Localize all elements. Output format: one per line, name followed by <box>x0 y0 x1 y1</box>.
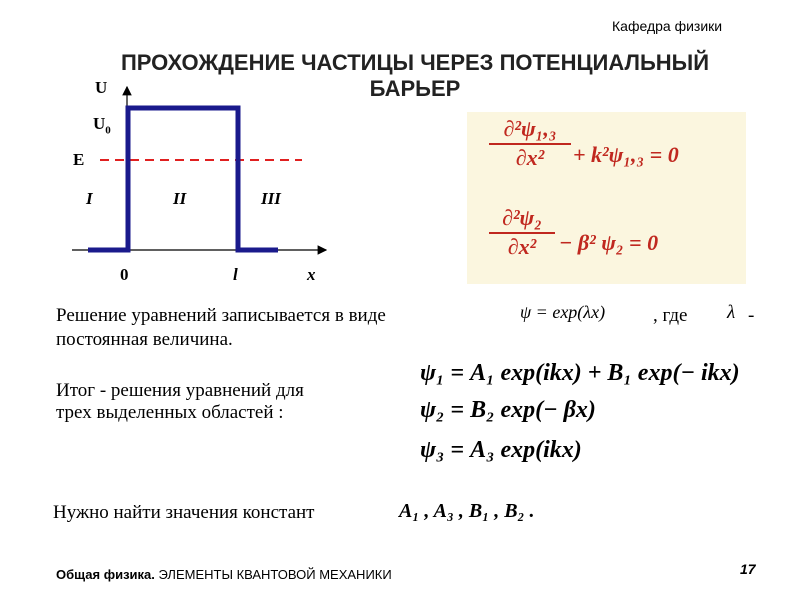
title-line-2: БАРЬЕР <box>369 76 461 101</box>
where-text: , где <box>653 305 688 326</box>
u0-label: $U_0$ <box>93 114 111 137</box>
equation-2-denominator: ∂x² <box>507 234 537 259</box>
solution-formula: ψ = exp(λx) <box>520 302 606 322</box>
equation-2-rest: − β² ψ₂ = 0 <box>559 230 659 255</box>
result-text-line-1: Итог - решения уравнений для <box>56 380 304 401</box>
psi1-formula: ψ₁ = A₁ exp(ikx) + B₁ exp(− ikx) <box>420 360 740 386</box>
footer <box>56 567 392 582</box>
constant-text: постоянная величина. <box>56 329 233 350</box>
potential-barrier-line <box>88 108 278 250</box>
region-3-label: III <box>261 189 281 208</box>
equation-1-denominator: ∂x² <box>515 145 545 170</box>
solution-text: Решение уравнений записывается в виде <box>56 305 386 326</box>
origin-label: 0 <box>120 265 129 284</box>
dash-text: - <box>748 305 755 326</box>
lambda-symbol: λ <box>727 302 736 323</box>
equation-1-fraction <box>489 116 571 171</box>
title-line-1: ПРОХОЖДЕНИЕ ЧАСТИЦЫ ЧЕРЕЗ ПОТЕНЦИАЛЬНЫЙ <box>120 50 710 75</box>
region-1-label: I <box>86 189 93 208</box>
constants-list: A₁ , A₃ , B₁ , B₂ . <box>399 500 535 522</box>
result-text-line-2: трех выделенных областей : <box>56 402 284 423</box>
need-text: Нужно найти значения констант <box>53 502 315 523</box>
u-axis-label: U <box>95 78 108 97</box>
footer-topic: ЭЛЕМЕНТЫ КВАНТОВОЙ МЕХАНИКИ <box>158 567 392 582</box>
potential-barrier-diagram <box>60 75 350 290</box>
psi2-formula: ψ₂ = B₂ exp(− βx) <box>420 397 596 423</box>
barrier-width-label: l <box>233 265 238 284</box>
energy-label: E <box>73 150 85 169</box>
department-label: Кафедра физики <box>612 18 723 34</box>
equation-2-fraction <box>489 205 555 260</box>
psi3-formula: ψ₃ = A₃ exp(ikx) <box>420 437 582 463</box>
region-2-label: II <box>173 189 187 208</box>
equation-1-rest: + k²ψ₁,₃ = 0 <box>573 142 679 167</box>
footer-course: Общая физика. <box>56 567 155 582</box>
page-number: 17 <box>740 561 756 577</box>
x-axis-label: x <box>307 265 316 284</box>
equation-1-numerator: ∂²ψ₁,₃ <box>489 116 571 145</box>
equation-2-numerator: ∂²ψ₂ <box>489 205 555 234</box>
